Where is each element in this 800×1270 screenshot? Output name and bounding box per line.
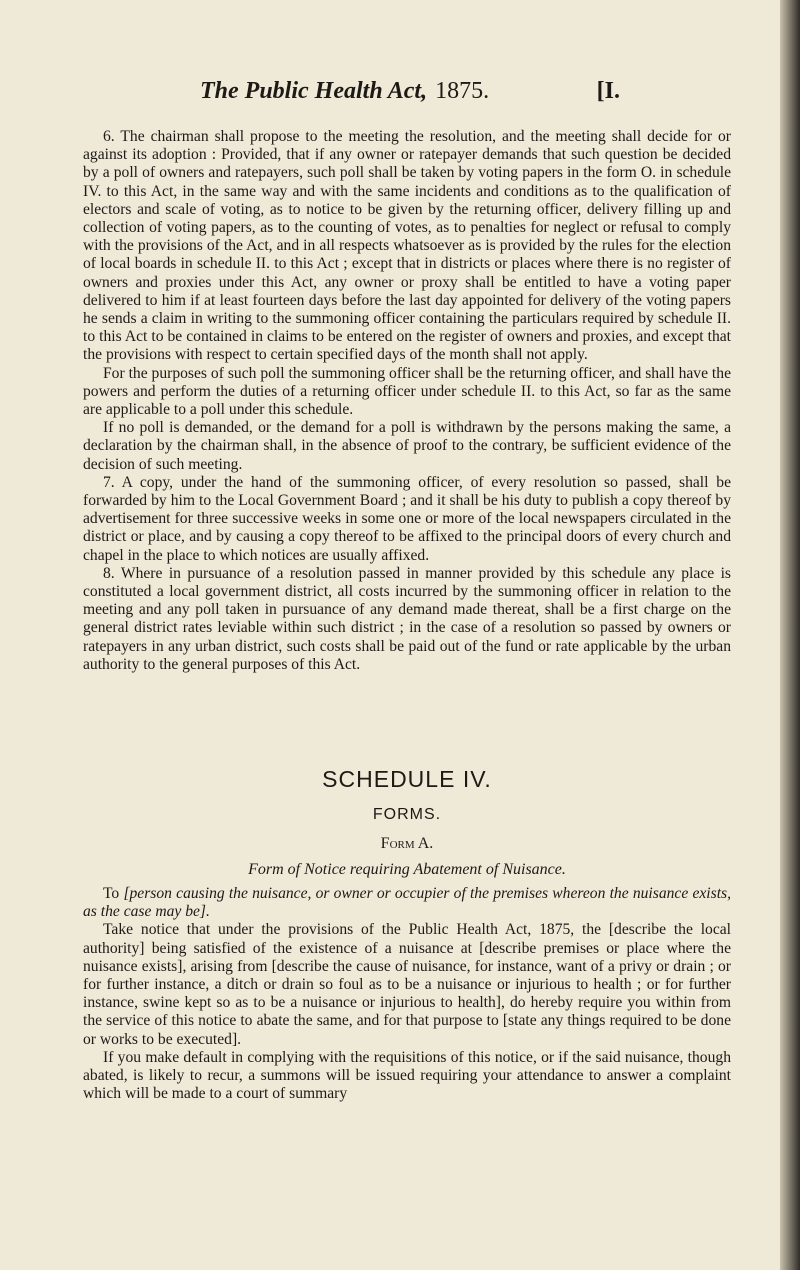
paragraph-8: 8. Where in pursuance of a resolution passed in manner provided by this schedule any place is constituted a local government district, all costs incurred by the summoning officer in relation to the meeting and any poll taken in pursuance of any demand made thereat, shall be a first charge on the general district rates leviable within such district ; in the case of a resolution so passed by owners or ratepayers in any urban district, such costs shall be paid out of the fund or rate applicable by the urban authority to the general purposes of this Act.: [83, 564, 731, 673]
running-title: The Public Health Act,: [200, 78, 428, 104]
schedule-heading: SCHEDULE IV.: [322, 766, 492, 793]
form-to-line: [83, 885, 731, 921]
paragraph-7: 7. A copy, under the hand of the summoning officer, of every resolution so passed, shall be forwarded by him to the Local Government Board ; and it shall be his duty to publish a copy thereof by advertisement for three successive weeks in some one or more of the local newspapers circulated in the district or place, and by causing a copy thereof to be affixed to the principal doors of every church and chapel in the place to which notices are usually affixed.: [83, 473, 731, 564]
form-default-clause: If you make default in complying with the requisitions of this notice, or if the said nuisance, though abated, is likely to recur, a summons will be issued requiring your attendance to answer a complaint which will be made to a court of summary: [83, 1048, 731, 1103]
book-gutter-edge: [780, 0, 800, 1270]
to-recipient: [person causing the nuisance, or owner or occupier of the premises whereon the nuisance exists, as the case may be].: [83, 884, 731, 921]
page-body: [83, 128, 731, 1103]
paragraph-6-no-poll: If no poll is demanded, or the demand for a poll is withdrawn by the persons making the same, a declaration by the chairman shall, in the absence of proof to the contrary, be sufficient evidence of the decision of such meeting.: [83, 419, 731, 473]
paragraph-6: 6. The chairman shall propose to the meeting the resolution, and the meeting shall decide for or against its adoption : Provided, that if any owner or ratepayer demands that such question be decided by a poll of owners and ratepayers, such poll shall be taken by voting papers in the form O. in schedule IV. to this Act, in the same way and with the same incidents and conditions as to the qualification of electors and scale of voting, as to notice to be given by the returning officer, delivery filling up and collection of voting papers, as to the counting of votes, as to penalties for neglect or refusal to comply with the provisions of the Act, and in all respects whatsoever as is provided by the rules for the election of local boards in schedule II. to this Act ; except that in districts or places where there is no register of owners and proxies under this Act, any owner or proxy shall be entitled to have a voting paper delivered to him if at least fourteen days before the last day appointed for delivery of the voting papers he sends a claim in writing to the summoning officer containing the particulars required by schedule II. to this Act to be contained in claims to be entered on the register of owners and proxies, and except that the provisions with respect to certain specified days of the month shall not apply.: [83, 128, 731, 364]
forms-heading: FORMS.: [372, 806, 442, 824]
to-prefix: To: [103, 884, 120, 902]
running-year: 1875.: [435, 78, 490, 104]
page-reference: [I.: [596, 78, 620, 104]
page-header: [200, 78, 620, 105]
form-a-title: Form of Notice requiring Abatement of Nuisance.: [248, 860, 566, 878]
paragraph-6-returning-officer: For the purposes of such poll the summoning officer shall be the returning officer, and shall have the powers and perform the duties of a returning officer under schedule II. to this Act, so far as the same are applicable to a poll under this schedule.: [83, 364, 731, 419]
form-take-notice: Take notice that under the provisions of the Public Health Act, 1875, the [describe the local authority] being satisfied of the existence of a nuisance at [describe premises or place where the nuisance exists], arising from [describe the cause of nuisance, for instance, want of a privy or drain ; or for further instance, a ditch or drain so foul as to be a nuisance or injurious to health ; or for further instance, swine kept so as to be a nuisance or injurious to health], do hereby require you within from the service of this notice to abate the same, and for that purpose to [state any things required to be done or works to be executed].: [83, 921, 731, 1048]
form-a-heading: Form A.: [380, 834, 434, 852]
